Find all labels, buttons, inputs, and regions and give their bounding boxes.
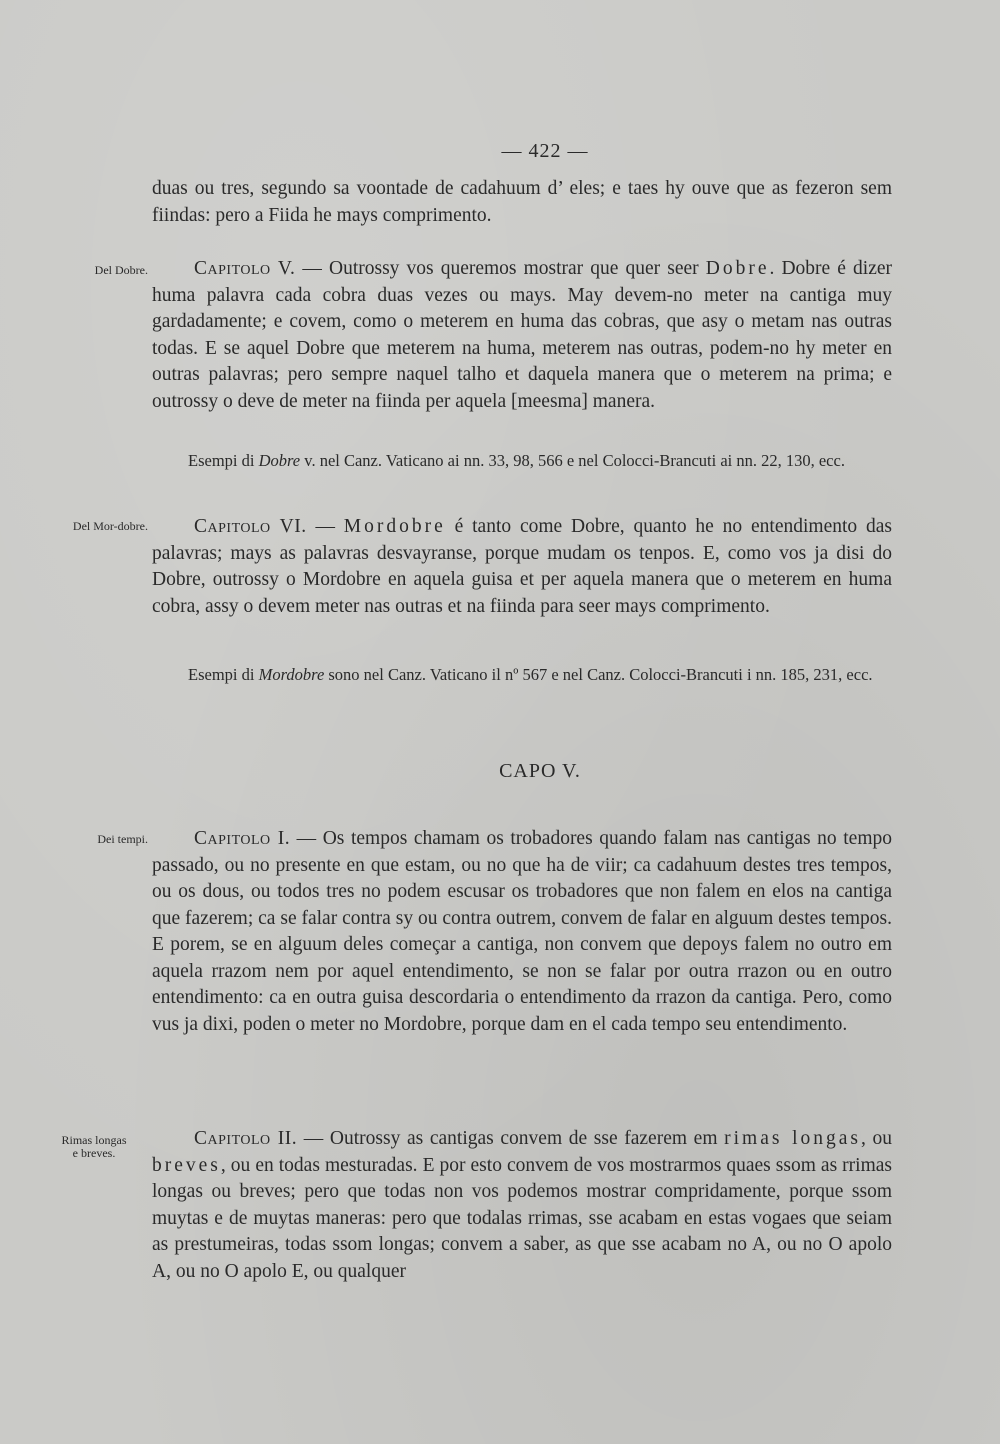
continuation-paragraph	[152, 176, 892, 229]
chapter-vi-footnote: Esempi di Mordobre sono nel Canz. Vaticano il nº 567 e nel Canz. Colocci-Brancuti i nn. 185, 231, ecc.	[188, 665, 873, 684]
capo-heading: CAPO V.	[499, 760, 581, 782]
keyword-mordobre: Mordobre	[343, 516, 446, 537]
chapter-label: Capitolo V.	[194, 258, 296, 279]
chapter-v-footnote: Esempi di Dobre v. nel Canz. Vaticano ai nn. 33, 98, 566 e nel Colocci-Brancuti ai nn. 22, 130, ecc.	[188, 451, 845, 470]
chapter-vi-text: Capitolo VI. — Mordobre é tanto come Dobre, quanto he no entendimento das palavras; mays as palavras desvayranse, porque mudam os tenpos. E, como vos ja disi do Dobre, outrossy o Mordobre en aquela guisa et per aquela manera que o meterem en huma cobra, assy o devem meter nas outras et na fiinda para seer mays comprimento.	[152, 516, 892, 617]
margin-note-rimas: Rimas longas e breves.	[61, 1133, 127, 1160]
chapter-vi-paragraph	[152, 514, 892, 620]
margin-note-dei-tempi: Dei tempi.	[97, 832, 148, 846]
chapter-label: Capitolo II.	[194, 1128, 298, 1149]
capo-v-chapter-i-paragraph	[152, 826, 892, 1038]
chapter-label: Capitolo I.	[194, 828, 291, 849]
margin-note-del-mordobre: Del Mor-dobre.	[72, 519, 148, 533]
capo-v-chapter-ii-text: Capitolo II. — Outrossy as cantigas convem de sse fazerem em rimas longas, ou breves, ou en todas mesturadas. E por esto convem de vos mostrarmos quaes ssom as rrimas longas ou breves; pero que todas non vos podemos mostrar compridamente, porque ssom muytas e de muytas maneras: pero que todalas rrimas, sse acabam en estas vogaes que seiam as prestumeiras, todas ssom longas; convem a saber, as que sse acabam no A, ou no O apolo A, ou no O apolo E, ou qualquer	[152, 1128, 893, 1282]
continuation-text: duas ou tres, segundo sa voontade de cadahuum d’ eles; e taes hy ouve que as fezeron sem fiindas: pero a Fiida he mays comprimento.	[152, 178, 892, 226]
chapter-v-paragraph	[152, 256, 892, 415]
chapter-label: Capitolo VI.	[194, 516, 307, 537]
keyword-rimas-longas: rimas longas	[724, 1128, 861, 1149]
page-number: — 422 —	[501, 140, 589, 162]
keyword-dobre: Dobre	[705, 258, 770, 279]
capo-v-chapter-ii-paragraph	[152, 1126, 892, 1285]
margin-note-del-dobre: Del Dobre.	[94, 263, 148, 277]
capo-v-chapter-i-text: Capitolo I. — Os tempos chamam os trobadores quando falam nas cantigas no tempo passado, ou no presente en que estam, ou no que ha de viir; ca cadahuum destes tres tempos, ou os dous, ou todos tres no podem escusar os trobadores que non falem en elos na cantiga que fazerem; ca se falar contra sy ou contra outrem, convem de falar en alguum destes tempos. E porem, se en alguum deles começar a cantiga, non convem que depoys falem no outro em aquela rrazom nem por aquel entendimento, se non se falar por outra rrazon ou en outro entendimento: ca en outra guisa descordaria o entendimento da rrazon da cantiga. Pero, como vus ja dixi, poden o meter no Mordobre, porque dam en el cada tempo seu entendimento.	[152, 828, 892, 1035]
chapter-v-text: Capitolo V. — Outrossy vos queremos mostrar que quer seer Dobre. Dobre é dizer huma palavra cada cobra duas vezes ou mays. May devem-no meter na cantiga muy gardadamente; e covem, como o meterem en huma das cobras, que asy o metam nas outras todas. E se aquel Dobre que meterem na huma, meterem nas outras, podem-no hy meter en outras palavras; pero sempre naquel talho et daquela manera que o meterem na prima; e outrossy o deve de meter na fiinda per aquela [meesma] manera.	[152, 258, 892, 412]
keyword-breves: breves	[152, 1154, 221, 1176]
